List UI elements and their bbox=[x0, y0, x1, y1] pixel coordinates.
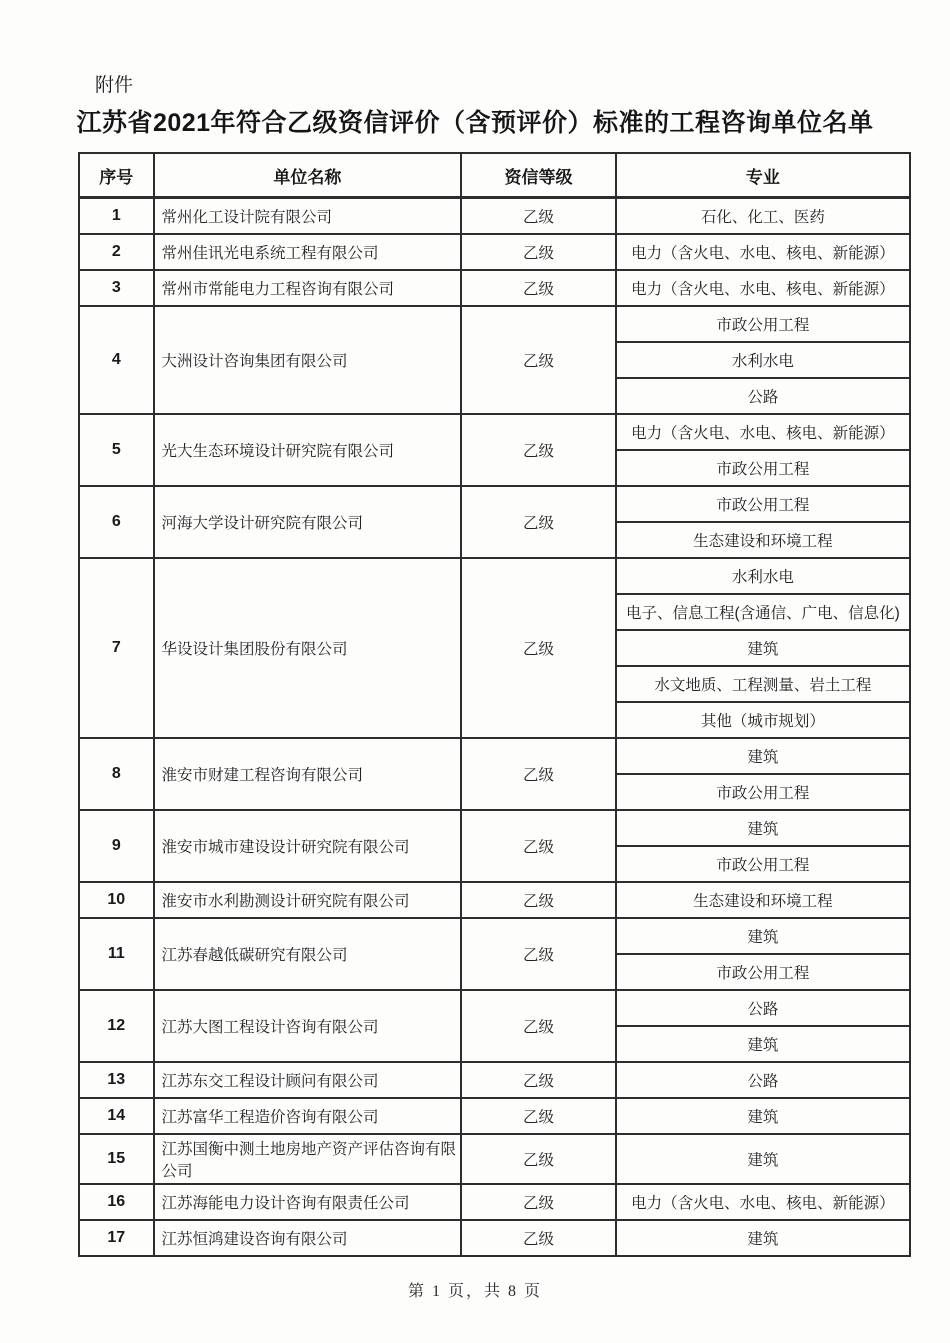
company-name-cell: 淮安市城市建设设计研究院有限公司 bbox=[154, 810, 462, 882]
credit-grade-cell: 乙级 bbox=[461, 1184, 616, 1220]
specialty-cell: 建筑 bbox=[616, 1026, 910, 1062]
table-row bbox=[79, 198, 910, 235]
row-number-cell: 12 bbox=[79, 990, 154, 1062]
company-name-cell: 江苏富华工程造价咨询有限公司 bbox=[154, 1098, 462, 1134]
credit-grade-cell: 乙级 bbox=[461, 918, 616, 990]
company-name-cell: 常州市常能电力工程咨询有限公司 bbox=[154, 270, 462, 306]
column-header-1: 单位名称 bbox=[154, 153, 462, 198]
company-name-cell: 华设设计集团股份有限公司 bbox=[154, 558, 462, 738]
row-number-cell: 17 bbox=[79, 1220, 154, 1256]
attachment-label: 附件 bbox=[95, 75, 134, 96]
company-name-cell: 淮安市财建工程咨询有限公司 bbox=[154, 738, 462, 810]
table-row bbox=[79, 1184, 910, 1220]
table-row bbox=[79, 414, 910, 450]
company-name-cell: 河海大学设计研究院有限公司 bbox=[154, 486, 462, 558]
specialty-cell: 市政公用工程 bbox=[616, 774, 910, 810]
table-row bbox=[79, 918, 910, 954]
table-row bbox=[79, 990, 910, 1026]
specialty-cell: 建筑 bbox=[616, 810, 910, 846]
specialty-cell: 建筑 bbox=[616, 1098, 910, 1134]
specialty-cell: 生态建设和环境工程 bbox=[616, 882, 910, 918]
row-number-cell: 6 bbox=[79, 486, 154, 558]
row-number-cell: 7 bbox=[79, 558, 154, 738]
company-name-cell: 淮安市水利勘测设计研究院有限公司 bbox=[154, 882, 462, 918]
row-number-cell: 10 bbox=[79, 882, 154, 918]
specialty-cell: 生态建设和环境工程 bbox=[616, 522, 910, 558]
table-row bbox=[79, 1098, 910, 1134]
table-row bbox=[79, 558, 910, 594]
credit-grade-cell: 乙级 bbox=[461, 1134, 616, 1184]
company-name-cell: 常州佳讯光电系统工程有限公司 bbox=[154, 234, 462, 270]
table-row bbox=[79, 486, 910, 522]
table-header bbox=[79, 153, 910, 198]
credit-grade-cell: 乙级 bbox=[461, 810, 616, 882]
table-row bbox=[79, 1220, 910, 1256]
column-header-3: 专业 bbox=[616, 153, 910, 198]
row-number-cell: 15 bbox=[79, 1134, 154, 1184]
table-row bbox=[79, 270, 910, 306]
specialty-cell: 水利水电 bbox=[616, 558, 910, 594]
specialty-cell: 建筑 bbox=[616, 918, 910, 954]
row-number-cell: 11 bbox=[79, 918, 154, 990]
specialty-cell: 市政公用工程 bbox=[616, 846, 910, 882]
company-name-cell: 常州化工设计院有限公司 bbox=[154, 198, 462, 235]
credit-grade-cell: 乙级 bbox=[461, 1098, 616, 1134]
company-name-cell: 大洲设计咨询集团有限公司 bbox=[154, 306, 462, 414]
table-row bbox=[79, 306, 910, 342]
company-name-cell: 江苏东交工程设计顾问有限公司 bbox=[154, 1062, 462, 1098]
specialty-cell: 建筑 bbox=[616, 738, 910, 774]
table-row bbox=[79, 234, 910, 270]
table-row bbox=[79, 810, 910, 846]
page-footer: 第 1 页，共 8 页 bbox=[407, 1283, 542, 1300]
credit-grade-cell: 乙级 bbox=[461, 198, 616, 235]
specialty-cell: 市政公用工程 bbox=[616, 486, 910, 522]
company-name-cell: 江苏大图工程设计咨询有限公司 bbox=[154, 990, 462, 1062]
table-body bbox=[79, 198, 910, 1257]
specialty-cell: 电力（含火电、水电、核电、新能源） bbox=[616, 234, 910, 270]
row-number-cell: 13 bbox=[79, 1062, 154, 1098]
company-name-cell: 江苏春越低碳研究有限公司 bbox=[154, 918, 462, 990]
row-number-cell: 5 bbox=[79, 414, 154, 486]
row-number-cell: 8 bbox=[79, 738, 154, 810]
credit-grade-cell: 乙级 bbox=[461, 270, 616, 306]
specialty-cell: 建筑 bbox=[616, 630, 910, 666]
specialty-cell: 公路 bbox=[616, 990, 910, 1026]
row-number-cell: 4 bbox=[79, 306, 154, 414]
credit-grade-cell: 乙级 bbox=[461, 882, 616, 918]
specialty-cell: 市政公用工程 bbox=[616, 450, 910, 486]
row-number-cell: 9 bbox=[79, 810, 154, 882]
credit-grade-cell: 乙级 bbox=[461, 306, 616, 414]
credit-grade-cell: 乙级 bbox=[461, 1220, 616, 1256]
row-number-cell: 2 bbox=[79, 234, 154, 270]
specialty-cell: 电力（含火电、水电、核电、新能源） bbox=[616, 270, 910, 306]
row-number-cell: 14 bbox=[79, 1098, 154, 1134]
specialty-cell: 电力（含火电、水电、核电、新能源） bbox=[616, 414, 910, 450]
credit-grade-cell: 乙级 bbox=[461, 558, 616, 738]
specialty-cell: 建筑 bbox=[616, 1220, 910, 1256]
company-name-cell: 光大生态环境设计研究院有限公司 bbox=[154, 414, 462, 486]
row-number-cell: 3 bbox=[79, 270, 154, 306]
company-table bbox=[78, 152, 911, 1257]
column-header-0: 序号 bbox=[79, 153, 154, 198]
page-title: 江苏省2021年符合乙级资信评价（含预评价）标准的工程咨询单位名单 bbox=[76, 109, 874, 137]
credit-grade-cell: 乙级 bbox=[461, 486, 616, 558]
table-row bbox=[79, 1062, 910, 1098]
specialty-cell: 市政公用工程 bbox=[616, 954, 910, 990]
specialty-cell: 建筑 bbox=[616, 1134, 910, 1184]
row-number-cell: 1 bbox=[79, 198, 154, 235]
credit-grade-cell: 乙级 bbox=[461, 414, 616, 486]
company-name-cell: 江苏国衡中测土地房地产资产评估咨询有限公司 bbox=[154, 1134, 462, 1184]
credit-grade-cell: 乙级 bbox=[461, 990, 616, 1062]
specialty-cell: 石化、化工、医药 bbox=[616, 198, 910, 235]
credit-grade-cell: 乙级 bbox=[461, 234, 616, 270]
credit-grade-cell: 乙级 bbox=[461, 1062, 616, 1098]
specialty-cell: 市政公用工程 bbox=[616, 306, 910, 342]
company-name-cell: 江苏恒鸿建设咨询有限公司 bbox=[154, 1220, 462, 1256]
table-row bbox=[79, 738, 910, 774]
table-row bbox=[79, 1134, 910, 1184]
specialty-cell: 其他（城市规划） bbox=[616, 702, 910, 738]
specialty-cell: 公路 bbox=[616, 378, 910, 414]
credit-grade-cell: 乙级 bbox=[461, 738, 616, 810]
specialty-cell: 水文地质、工程测量、岩土工程 bbox=[616, 666, 910, 702]
column-header-2: 资信等级 bbox=[461, 153, 616, 198]
specialty-cell: 水利水电 bbox=[616, 342, 910, 378]
specialty-cell: 公路 bbox=[616, 1062, 910, 1098]
row-number-cell: 16 bbox=[79, 1184, 154, 1220]
specialty-cell: 电力（含火电、水电、核电、新能源） bbox=[616, 1184, 910, 1220]
table-row bbox=[79, 882, 910, 918]
specialty-cell: 电子、信息工程(含通信、广电、信息化) bbox=[616, 594, 910, 630]
table-header-row bbox=[79, 153, 910, 198]
company-name-cell: 江苏海能电力设计咨询有限责任公司 bbox=[154, 1184, 462, 1220]
